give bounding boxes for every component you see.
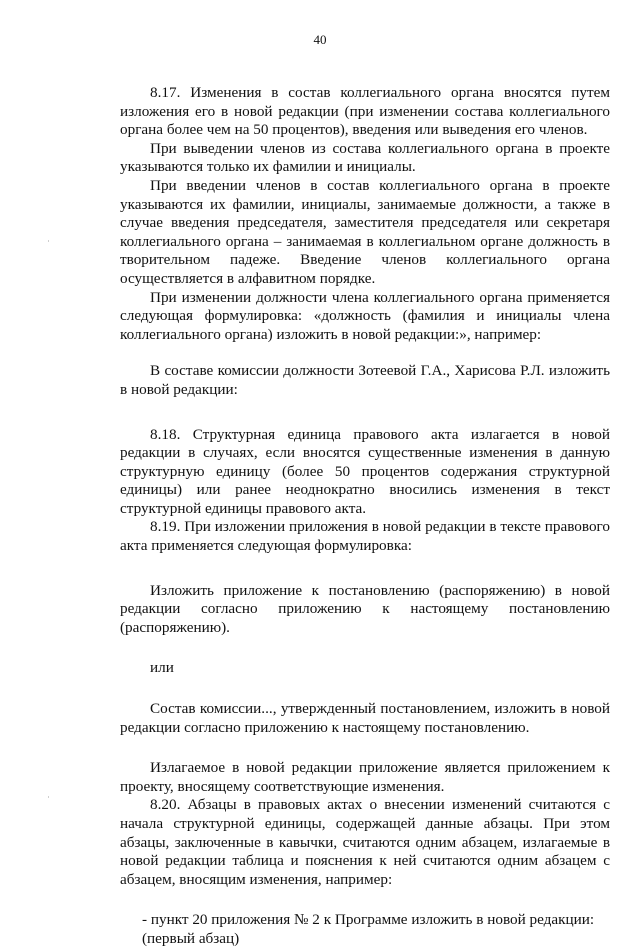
paragraph-8-19: 8.19. При изложении приложения в новой редакции в тексте правового акта применяется следующая формулировка: bbox=[120, 518, 610, 555]
paragraph-8-17: 8.17. Изменения в состав коллегиального органа вносятся путем изложения его в новой редакции (при изменении состава коллегиального органа более чем на 50 процентов), введения или выведения его членов. bbox=[120, 84, 610, 139]
example-list-item: - пункт 20 приложения № 2 к Программе изложить в новой редакции: bbox=[142, 911, 595, 929]
document-body bbox=[120, 84, 610, 949]
example-appendix-wording: Изложить приложение к постановлению (распоряжению) в новой редакции согласно приложению к настоящему постановлению (распоряжению). bbox=[120, 581, 610, 636]
example-note: (первый абзац) bbox=[142, 929, 240, 947]
example-commission-positions: В составе комиссии должности Зотеевой Г.А., Харисова Р.Л. изложить в новой редакции: bbox=[120, 362, 610, 398]
paragraph-8-20: 8.20. Абзацы в правовых актах о внесении изменений считаются с начала структурной единицы, содержащей данные абзацы. При этом абзацы, заключенные в кавычки, считаются одним абзацем, излагаемые в новой редакции таблица и пояснения к ней считаются одним абзацем с абзацем, вносящим изменения, например: bbox=[120, 796, 610, 888]
or-separator: или bbox=[150, 659, 174, 677]
paragraph-adding-members: При введении членов в состав коллегиального органа в проекте указываются их фамилии, инициалы, занимаемые должности, а также в случае введения председателя, заместителя председателя или секретаря коллегиального органа – занимаемая в коллегиальном органе должность в творительном падеже. Введение членов коллегиального органа осуществляется в алфавитном порядке. bbox=[120, 176, 610, 287]
paragraph-appendix-note: Излагаемое в новой редакции приложение является приложением к проекту, вносящему соответствующие изменения. bbox=[120, 759, 610, 795]
scan-mark bbox=[48, 240, 49, 242]
paragraph-position-change: При изменении должности члена коллегиального органа применяется следующая формулировка: «должность (фамилия и инициалы члена коллегиального органа) изложить в новой редакции:», например: bbox=[120, 288, 610, 343]
scan-mark bbox=[48, 796, 49, 798]
paragraph-8-18: 8.18. Структурная единица правового акта излагается в новой редакции в случаях, если вносятся существенные изменения в данную структурную единицу (более 50 процентов содержания структурной единицы) или ранее неоднократно вносились изменения в текст структурной единицы правового акта. bbox=[120, 425, 610, 517]
example-commission-composition: Состав комиссии..., утвержденный постановлением, изложить в новой редакции согласно приложению к настоящему постановлению. bbox=[120, 700, 610, 736]
page-number: 40 bbox=[313, 32, 327, 47]
paragraph-removal-members: При выведении членов из состава коллегиального органа в проекте указываются только их фамилии и инициалы. bbox=[120, 139, 610, 176]
